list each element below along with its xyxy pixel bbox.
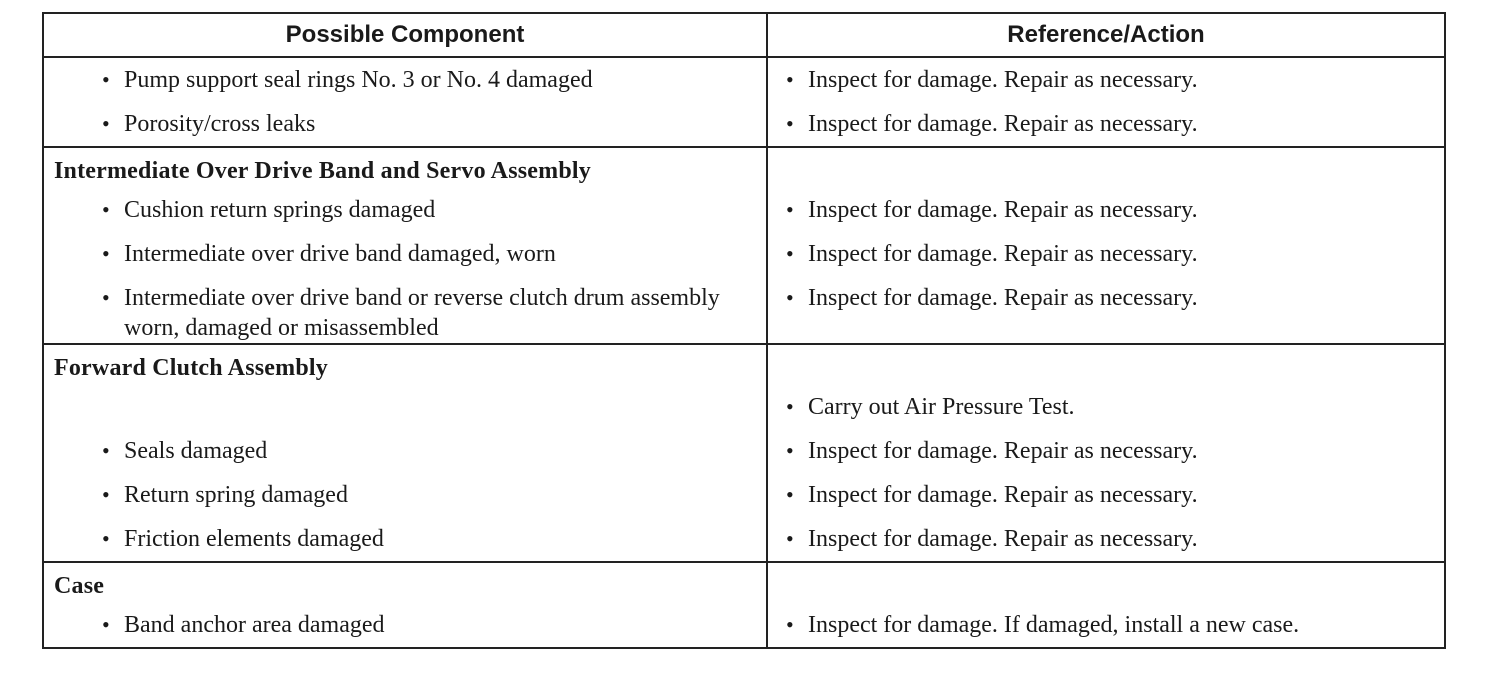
action-item: • Carry out Air Pressure Test.: [786, 394, 1075, 420]
action-item: • Inspect for damage. Repair as necessary.: [786, 197, 1198, 223]
action-item: • Inspect for damage. Repair as necessary.: [786, 67, 1198, 93]
bullet-icon: •: [102, 526, 110, 551]
header-row: [43, 13, 1445, 57]
section-heading-row: [43, 147, 1445, 188]
action-item: • Inspect for damage. Repair as necessary.: [786, 438, 1198, 464]
component-item: • Intermediate over drive band damaged, worn: [102, 241, 556, 267]
bullet-icon: •: [786, 394, 794, 419]
section-heading-forward-clutch: Forward Clutch Assembly: [54, 355, 328, 381]
header-reference-action: Reference/Action: [767, 13, 1445, 57]
bullet-icon: •: [102, 241, 110, 266]
action-item: • Inspect for damage. Repair as necessary.: [786, 285, 1198, 311]
bullet-icon: •: [102, 111, 110, 136]
table-row: [43, 232, 1445, 276]
table-row: [43, 188, 1445, 232]
component-item: • Band anchor area damaged: [102, 612, 385, 638]
bullet-icon: •: [786, 67, 794, 92]
bullet-icon: •: [102, 438, 110, 463]
table-row: [43, 57, 1445, 102]
action-item: • Inspect for damage. Repair as necessary.: [786, 111, 1198, 137]
action-item: • Inspect for damage. If damaged, install a new case.: [786, 612, 1300, 638]
bullet-icon: •: [786, 526, 794, 551]
component-item: • Intermediate over drive band or reverse clutch drum assembly worn, damaged or misassembled: [102, 285, 720, 341]
bullet-icon: •: [786, 241, 794, 266]
section-heading-case: Case: [54, 573, 105, 599]
section-heading-row: [43, 562, 1445, 603]
bullet-icon: •: [786, 197, 794, 222]
section-heading-intermediate-overdrive: Intermediate Over Drive Band and Servo Assembly: [54, 158, 591, 184]
component-item: • Friction elements damaged: [102, 526, 384, 552]
bullet-icon: •: [102, 482, 110, 507]
table-row: [43, 473, 1445, 517]
table-row: [43, 603, 1445, 648]
bullet-icon: •: [786, 482, 794, 507]
action-item: • Inspect for damage. Repair as necessary.: [786, 241, 1198, 267]
component-item: • Cushion return springs damaged: [102, 197, 436, 223]
table-row: [43, 102, 1445, 147]
diagnosis-table: [42, 12, 1446, 649]
header-possible-component: Possible Component: [43, 13, 767, 57]
section-heading-row: [43, 344, 1445, 385]
bullet-icon: •: [102, 612, 110, 637]
bullet-icon: •: [102, 285, 110, 310]
component-item: • Porosity/cross leaks: [102, 111, 316, 137]
bullet-icon: •: [786, 612, 794, 637]
table-row: [43, 385, 1445, 429]
component-item: • Seals damaged: [102, 438, 268, 464]
action-item: • Inspect for damage. Repair as necessary.: [786, 482, 1198, 508]
table-row: [43, 517, 1445, 562]
bullet-icon: •: [102, 197, 110, 222]
table-row: [43, 276, 1445, 344]
table-row: [43, 429, 1445, 473]
bullet-icon: •: [786, 438, 794, 463]
component-item: • Pump support seal rings No. 3 or No. 4 damaged: [102, 67, 593, 93]
action-item: • Inspect for damage. Repair as necessary.: [786, 526, 1198, 552]
bullet-icon: •: [102, 67, 110, 92]
component-item: • Return spring damaged: [102, 482, 348, 508]
bullet-icon: •: [786, 111, 794, 136]
bullet-icon: •: [786, 285, 794, 310]
